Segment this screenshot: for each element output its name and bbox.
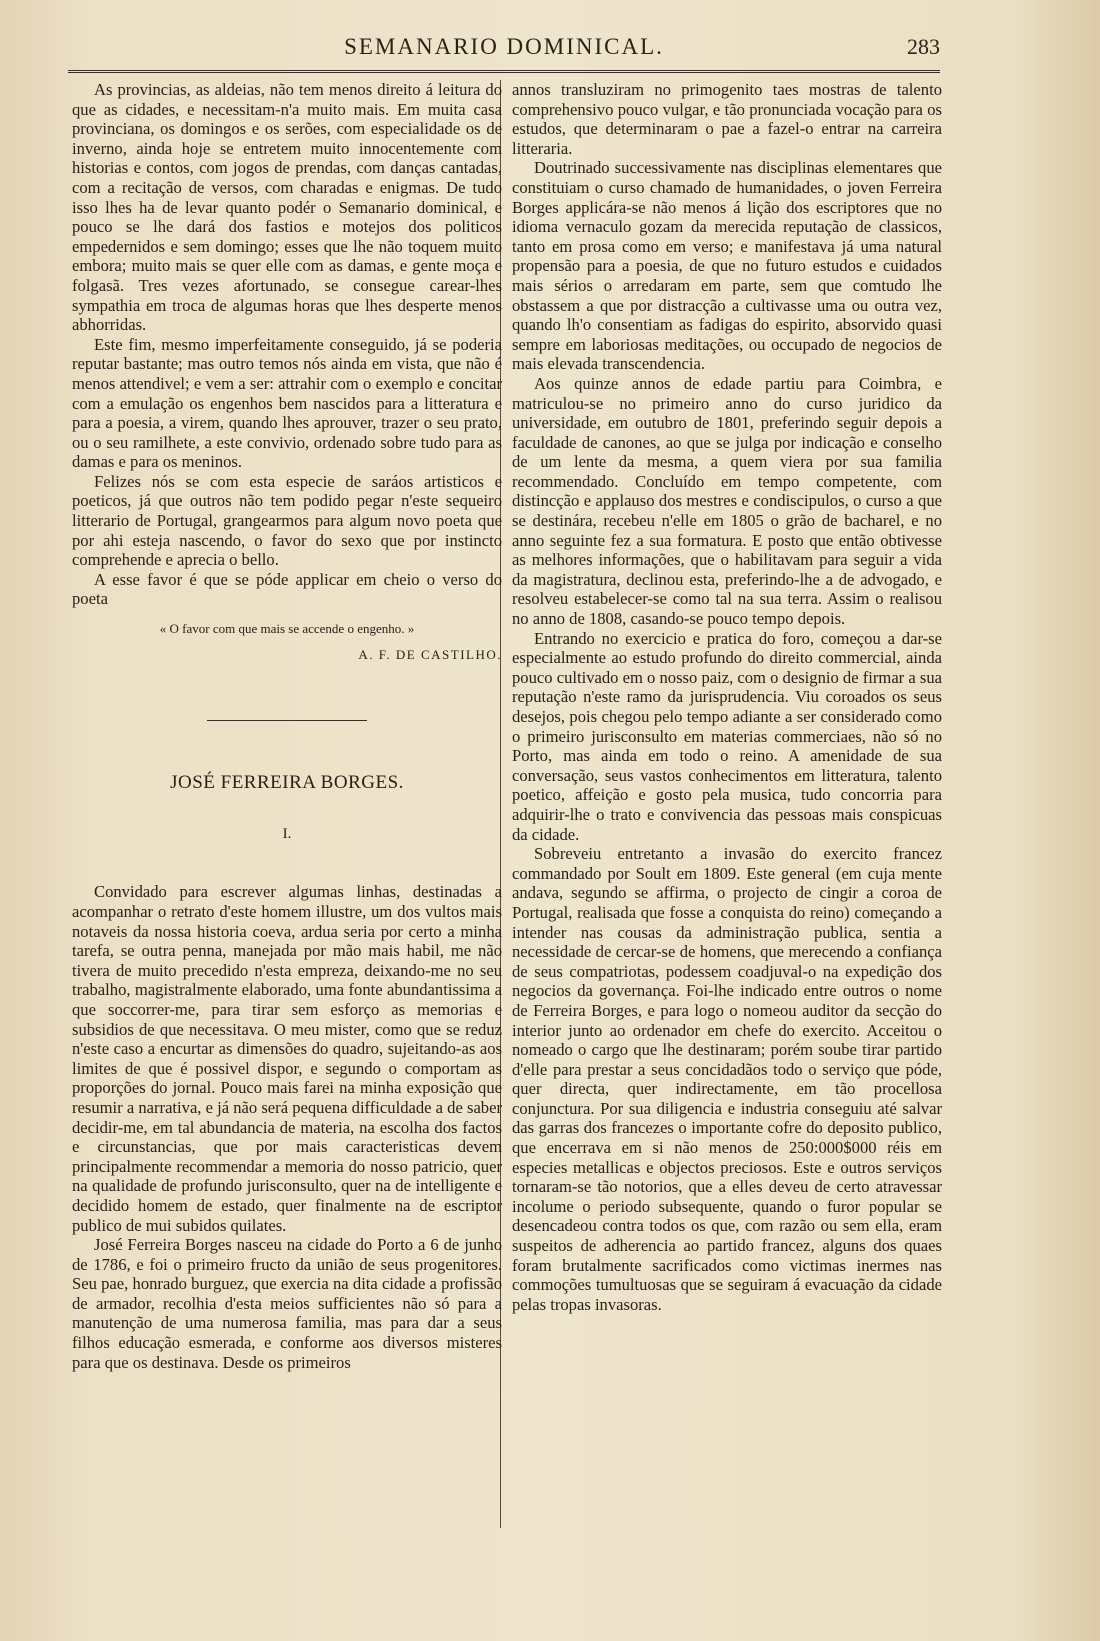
author-signature: A. F. DE CASTILHO.	[358, 646, 502, 662]
running-title: SEMANARIO DOMINICAL.	[344, 34, 664, 59]
paragraph: Aos quinze annos de edade partiu para Coimbra, e matriculou-se no primeiro anno do curso juridico da universidade, em outubro de 1801, preferindo seguir depois a faculdade de canones, ao que se julga por indicação e conselho de um lente da mesma, a quem viera por sua familia recommendado. Concluído em tempo competente, com distincção e applauso dos mestres e condiscipulos, o curso a que se destinára, recebeu n'elle em 1805 o grão de bacharel, e no anno seguinte fez a sua formatura. E posto que então obtivesse as melhores informações, que o habilitavam para seguir a vida da magistratura, declinou esta, preferindo-lhe a de advogado, e resolveu estabelecer-se como tal na sua terra. Assim o realisou no anno de 1808, casando-se pouco tempo depois.	[512, 373, 942, 629]
paragraph: Sobreveiu entretanto a invasão do exercito francez commandado por Soult em 1809. Este general (em cuja mente andava, segundo se affirma, o projecto de cingir a coroa de Portugal, realisada que fosse a conquista do reino) começando a intender nas cousas da administração publica, sentia a necessidade de cercar-se de homens, que merecendo a confiança de seus compatriotas, podessem coadjuval-o na expedição dos negocios da governança. Foi-lhe indicado entre outros o nome de Ferreira Borges, e para logo o nomeou auditor da secção do interior junto ao ordenador em chefe do exercito. Acceitou o nomeado o cargo que lhe destinaram; porém soube tirar partido d'elle para prestar a seus concidadãos todo o serviço que póde, quer directa, quer indirectamente, em tão procellosa conjunctura. Por sua diligencia e industria conseguiu até salvar das garras dos francezes o importante cofre do deposito publico, que encerrava em si não menos de 250:000$000 réis em especies metallicas e objectos preciosos. Este e outros serviços tornaram-se tão notorios, que a elles deveu de certo atravessar incolume o periodo subsequente, quando o furor popular se desencadeou contra todos os que, com razão ou sem ella, eram suspeitos de adherencia ao partido francez, alguns dos quaes foram brutalmente sacrificados como victimas inermes nas commoções tumultuosas que se seguiram á evacuação da cidade pelas tropas invasoras.	[512, 844, 942, 1314]
header-rule	[68, 70, 940, 73]
right-column	[512, 80, 942, 1314]
paragraph: As provincias, as aldeias, não tem menos direito á leitura do que as cidades, e necessitam-n'a muito mais. Em muita casa provinciana, os domingos e os serões, com especialidade os de inverno, ainda hoje se entretem muito innocentemente com historias e contos, com jogos de prendas, com danças cantadas, com a recitação de versos, com charadas e enigmas. De tudo isso lhes ha de levar quanto podér o Semanario dominical, e pouco se lhe dará dos fastios e motejos dos politicos empedernidos e sem domingo; esses que lhe não toquem muito embora; muito mais se quer elle com as damas, e gente moça e folgasã. Tres vezes afortunado, se consegue carear-lhes sympathia em troca de algumas horas que lhes desperte menos abhorridas.	[72, 80, 502, 335]
paragraph: José Ferreira Borges nasceu na cidade do Porto a 6 de junho de 1786, e foi o primeiro fructo da união de seus progenitores. Seu pae, honrado burguez, que exercia na dita cidade a profissão de armador, recolhia d'esta meios sufficientes não só para a manutenção de uma numerosa familia, mas para dar a seus filhos educação esmerada, e conforme aos diversos misteres para que os destinava. Desde os primeiros	[72, 1235, 502, 1372]
section-rule	[207, 720, 367, 721]
left-column	[72, 80, 502, 1372]
section-number: I.	[282, 825, 292, 842]
page-header	[68, 30, 940, 70]
article-title: JOSÉ FERREIRA BORGES.	[170, 772, 404, 794]
paragraph: Doutrinado successivamente nas disciplinas elementares que constituiam o curso chamado de humanidades, o joven Ferreira Borges applicára-se não menos á lição dos escriptores que no idioma vernaculo gozam da merecida reputação de classicos, tanto em prosa como em verso; e manifestava já uma natural propensão para a poesia, de que no futuro estudos e cuidados mais sérios o arredaram em parte, sem que comtudo lhe obstassem a que por distracção a cultivasse uma ou outra vez, quando lh'o consentiam as fadigas do espirito, absorvido quasi sempre em laboriosas meditações, ou occupado de negocios de mais elevada transcendencia.	[512, 158, 942, 374]
paragraph: Este fim, mesmo imperfeitamente conseguido, já se poderia reputar bastante; mas outro temos nós ainda em vista, que não é menos attendivel; e vem a ser: attrahir com o exemplo e concitar com a emulação os engenhos bem nascidos para a litteratura e para a poesia, a virem, quando lhes aprouver, trazer o seu prato, ou o seu ramilhete, a este convivio, ordenado sobre tudo para as damas e para os meninos.	[72, 334, 502, 472]
page-number: 283	[907, 34, 940, 59]
paragraph: Entrando no exercicio e pratica do foro, começou a dar-se especialmente ao estudo profundo do direito commercial, ainda pouco cultivado em o nosso paiz, com o designio de firmar a sua reputação n'este ramo da jurisprudencia. Viu coroados os seus desejos, pois chegou pelo tempo adiante a ser considerado como o primeiro jurisconsulto em materias commerciaes, não só no Porto, mas ainda em todo o reino. A amenidade de sua conversação, seus vastos conhecimentos em litteratura, talento poetico, affeição e gosto pela musica, tudo concorria para adquirir-lhe o trato e convivencia das pessoas mais conspicuas da cidade.	[512, 628, 942, 844]
paragraph: Felizes nós se com esta especie de saráos artisticos e poeticos, já que outros não tem podido pegar n'este sequeiro litterario de Portugal, grangearmos para algum novo poeta que por ahi esteja nascendo, o favor do sexo que por instincto comprehende e aprecia o bello.	[72, 471, 502, 570]
paragraph: annos transluziram no primogenito taes mostras de talento comprehensivo pouco vulgar, e tão pronunciada vocação para os estudos, que determinaram o pae a fazel-o entrar na carreira litteraria.	[512, 80, 942, 158]
verse-quote: « O favor com que mais se accende o engenho. »	[159, 621, 415, 637]
paragraph: Convidado para escrever algumas linhas, destinadas a acompanhar o retrato d'este homem illustre, um dos vultos mais notaveis da nossa historia coeva, ardua seria por certo a minha tarefa, se outra penna, manejada por mão mais habil, me não tivera de muito precedido n'esta empreza, deixando-me no seu trabalho, magistralmente elaborado, uma fonte abundantissima a que soccorrer-me, para tirar sem esforço as memorias e subsidios de que necessitava. O meu mister, como que se reduz n'este caso a encurtar as dimensões do quadro, sujeitando-as aos limites de que é possivel dispor, e segundo o comportam as proporções do jornal. Pouco mais farei na minha exposição que resumir a narrativa, e já não será pequena difficuldade a de saber decidir-me, em tal abundancia de materia, na escolha dos factos e circunstancias, que por mais caracteristicas devem principalmente recommendar a memoria do nosso patricio, quer na qualidade de profundo jurisconsulto, quer na de intelligente e decidido homem de estado, quer finalmente na de escriptor publico de mui subidos quilates.	[72, 882, 502, 1235]
paragraph: A esse favor é que se póde applicar em cheio o verso do poeta	[72, 569, 502, 609]
